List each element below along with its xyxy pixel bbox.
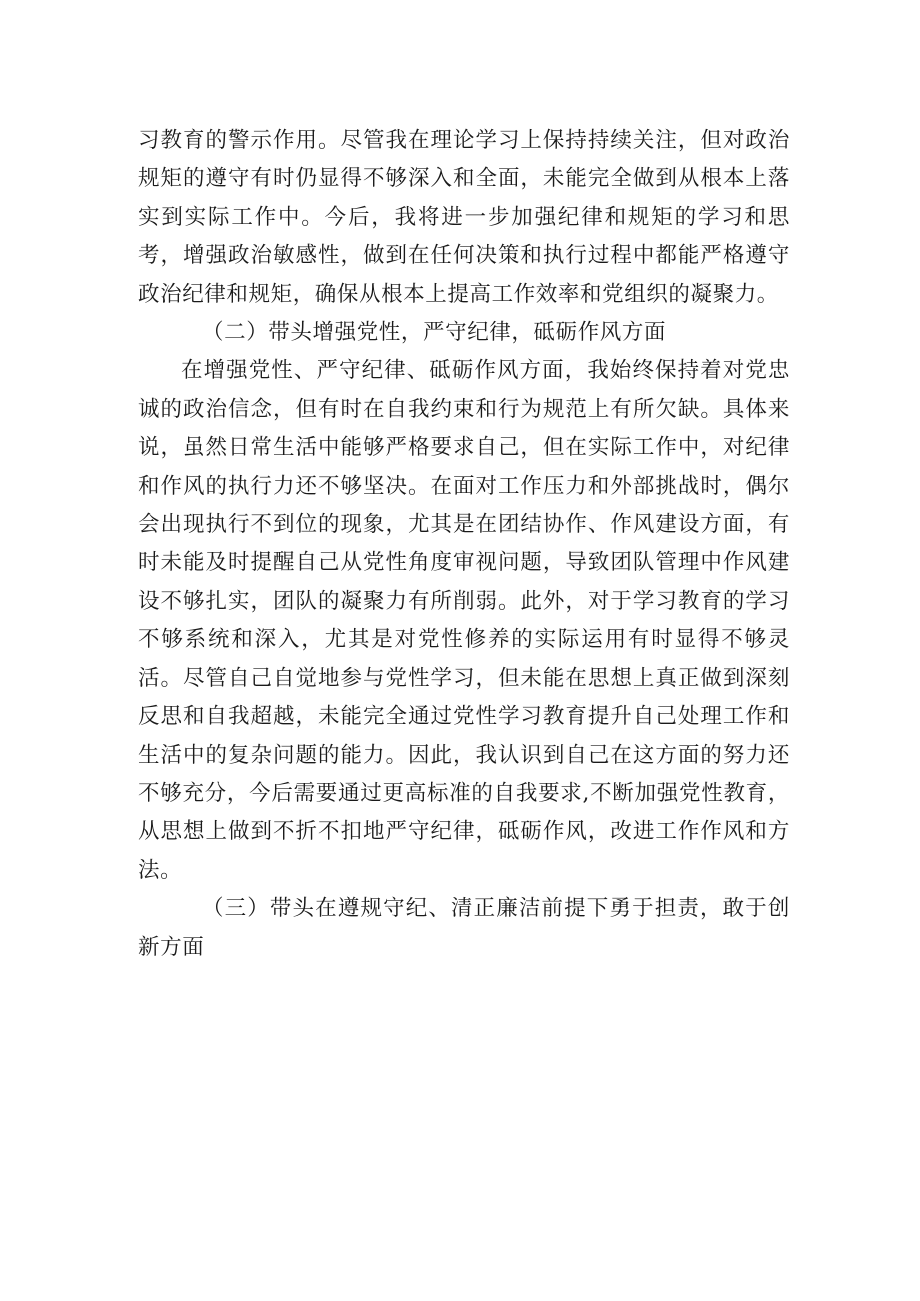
- section-heading-two: （二）带头增强党性，严守纪律，砥砺作风方面: [202, 320, 667, 346]
- section-heading-three: （三）带头在遵规守纪、清正廉洁前提下勇于担责，敢于创新方面: [138, 896, 790, 960]
- paragraph-party-spirit: 在增强党性、严守纪律、砥砺作风方面，我始终保持着对党忠诚的政治信念，但有时在自我约束和行为规范上有所欠缺。具体来说，虽然日常生活中能够严格要求自己，但在实际工作中，对纪律和作风的执行力还不够坚决。在面对工作压力和外部挑战时，偶尔会出现执行不到位的现象，尤其是在团结协作、作风建设方面，有时未能及时提醒自己从党性角度审视问题，导致团队管理中作风建设不够扎实，团队的凝聚力有所削弱。此外，对于学习教育的学习不够系统和深入，尤其是对党性修养的实际运用有时显得不够灵活。尽管自己自觉地参与党性学习，但未能在思想上真正做到深刻反思和自我超越，未能完全通过党性学习教育提升自己处理工作和生活中的复杂问题的能力。因此，我认识到自己在这方面的努力还不够充分，今后需要通过更高标准的自我要求,不断加强党性教育，从思想上做到不折不扣地严守纪律，砥砺作风，改进工作作风和方法。: [138, 358, 790, 883]
- document-body: [138, 122, 790, 967]
- paragraph-continuation: 习教育的警示作用。尽管我在理论学习上保持持续关注，但对政治规矩的遵守有时仍显得不够深入和全面，未能完全做到从根本上落实到实际工作中。今后，我将进一步加强纪律和规矩的学习和思考，增强政治敏感性，做到在任何决策和执行过程中都能严格遵守政治纪律和规矩，确保从根本上提高工作效率和党组织的凝聚力。: [138, 128, 790, 307]
